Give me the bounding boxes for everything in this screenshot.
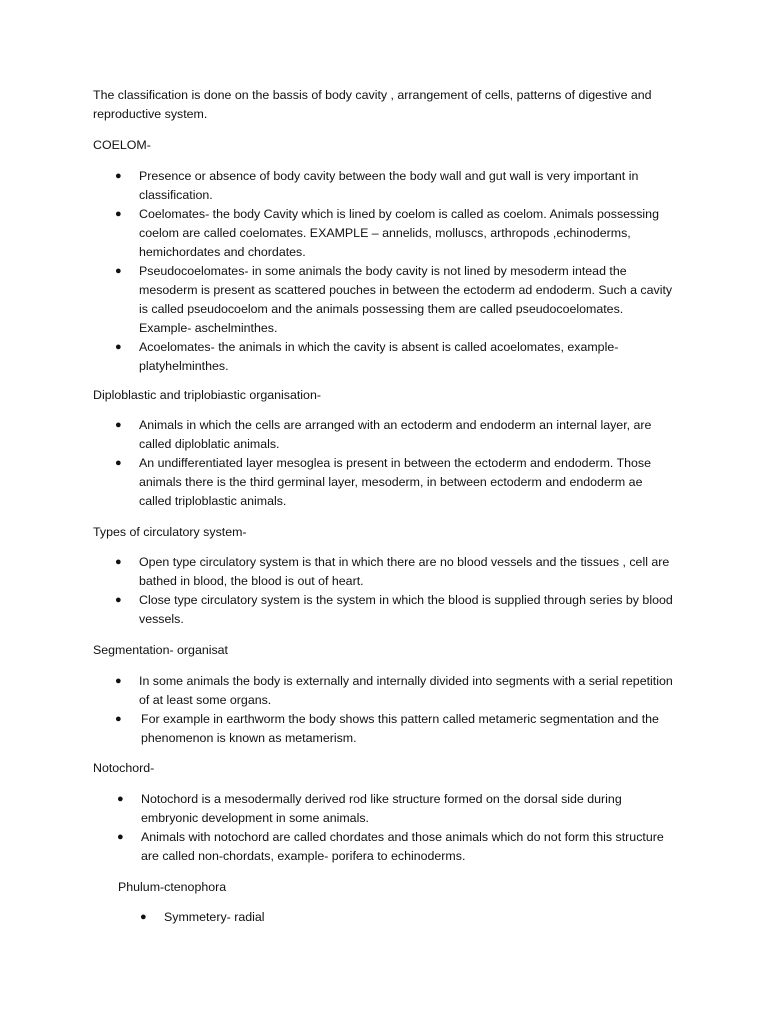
bullet-icon: ● <box>140 911 147 923</box>
section-heading-circulatory: Types of circulatory system- <box>93 525 247 539</box>
bullet-icon: ● <box>115 208 122 220</box>
list-item: ● In some animals the body is externally and internally divided into segments with a serial repetition of at least some organs. <box>115 674 673 707</box>
segmentation-list <box>115 672 674 748</box>
ctenophora-list <box>140 908 664 927</box>
bullet-icon: ● <box>115 556 122 568</box>
bullet-icon: ● <box>115 457 122 469</box>
section-heading-ctenophora: Phulum-ctenophora <box>118 880 227 894</box>
list-item: ● An undifferentiated layer mesoglea is present in between the ectoderm and endoderm. Those animals there is the third germinal layer, mesoderm, in between ectoderm and endoderm ae called triploblastic animals. <box>115 456 652 508</box>
list-item: ● Open type circulatory system is that in which there are no blood vessels and the tissues , cell are bathed in blood, the blood is out of heart. <box>115 555 670 588</box>
intro-paragraph: The classification is done on the bassis of body cavity , arrangement of cells, patterns of digestive and reproductive system. <box>93 88 652 121</box>
section-heading-coelom: COELOM- <box>93 138 151 152</box>
list-item: ● Acoelomates- the animals in which the cavity is absent is called acoelomates, example-platyhelminthes. <box>115 340 619 373</box>
list-item: ● Animals with notochord are called chordates and those animals which do not form this structure are called non-chordats, example- porifera to echinoderms. <box>117 830 664 863</box>
circulatory-list <box>115 553 679 629</box>
bullet-icon: ● <box>115 265 122 277</box>
list-item: ● Notochord is a mesodermally derived rod like structure formed on the dorsal side during embryonic development in some animals. <box>117 792 622 825</box>
section-heading-notochord: Notochord- <box>93 761 155 775</box>
section-heading-segmentation: Segmentation- organisat <box>93 643 229 657</box>
notochord-list <box>117 790 671 866</box>
bullet-icon: ● <box>115 594 122 606</box>
list-item: ● Coelomates- the body Cavity which is lined by coelom is called as coelom. Animals possessing coelom are called coelomates. EXAMPLE – annelids, molluscs, arthropods ,echinoderms, hemichordates and chordates. <box>115 207 659 259</box>
organisation-list <box>115 416 674 511</box>
bullet-icon: ● <box>115 170 122 182</box>
list-item: ● Symmetery- radial <box>164 908 664 927</box>
bullet-icon: ● <box>115 675 122 687</box>
bullet-icon: ● <box>115 713 122 725</box>
bullet-icon: ● <box>115 419 122 431</box>
list-item: ● Pseudocoelomates- in some animals the body cavity is not lined by mesoderm intead the mesoderm is present as scattered pouches in between the ectoderm ad endoderm. Such a cavity is called pseudocoelom and the animals possessing them are called pseudocoelomates. Example- aschelminthes. <box>115 264 673 335</box>
bullet-icon: ● <box>115 341 122 353</box>
bullet-icon: ● <box>117 793 124 805</box>
bullet-icon: ● <box>117 831 124 843</box>
list-item: ● Animals in which the cells are arranged with an ectoderm and endoderm an internal layer, are called diploblatic animals. <box>115 418 652 451</box>
section-heading-organisation: Diploblastic and triplobiastic organisation- <box>93 388 321 402</box>
list-item: ● For example in earthworm the body shows this pattern called metameric segmentation and the phenomenon is known as metamerism. <box>115 712 659 745</box>
list-item: ● Presence or absence of body cavity between the body wall and gut wall is very important in classification. <box>115 169 639 202</box>
coelom-list <box>115 167 674 376</box>
list-item: ● Close type circulatory system is the system in which the blood is supplied through series by blood vessels. <box>115 593 673 626</box>
